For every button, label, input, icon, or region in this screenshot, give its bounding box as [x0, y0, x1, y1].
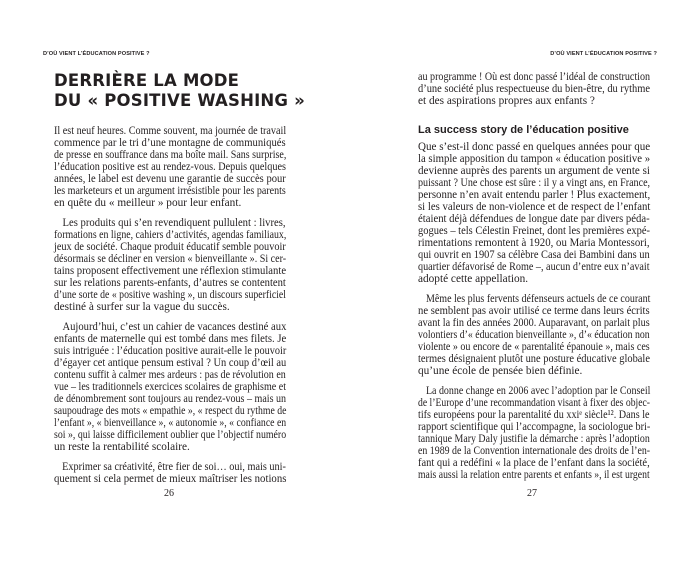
- chapter-title: [54, 71, 305, 111]
- paragraph: [418, 293, 650, 377]
- text-line: ne semblent pas avoir utilisé ce terme dans leurs écrits: [418, 305, 650, 317]
- text-line: d’égayer cet antique pensum estival ? Un coup d’œil au: [54, 357, 287, 369]
- text-line: violente » ou encore de « parentalité épanouie », mais ces: [418, 341, 650, 353]
- text-line: de l’Europe d’une recommandation visant à fixer des objec-: [418, 397, 651, 409]
- text-line: termes désignaient plutôt une posture éducative globale: [418, 353, 650, 365]
- text-line: Les produits qui s’en revendiquent pullulent : livres,: [62, 217, 286, 229]
- page-number: 26: [164, 488, 174, 499]
- text-line: enfants de maternelle qui est tombé dans mes filets. Je: [54, 333, 287, 345]
- text-line: d’une société plus respectueuse du bien-être, du rythme: [418, 83, 650, 95]
- text-line: quartier défavorisé de Rome –, aucun d’entre eux n’avait: [418, 261, 650, 273]
- text-line: rapport scientifique qui l’accompagne, la sociologue bri-: [418, 421, 651, 433]
- text-line: de dénombrement sont toujours au rendez-vous – mais un: [54, 393, 287, 405]
- text-line: la simple apposition du tampon « éducation positive »: [418, 153, 651, 165]
- running-head: D’OÙ VIENT L’ÉDUCATION POSITIVE ?: [43, 51, 150, 57]
- text-line: quement si cela permet de mieux maîtriser les notions: [54, 473, 287, 485]
- text-line: contenu suffit à calmer mes ardeurs : pas de révolution en: [54, 369, 286, 381]
- text-line: fant qui a redéfini « la place de l’enfant dans la société,: [418, 457, 650, 469]
- text-line: Aujourd’hui, c’est un cahier de vacances destiné aux: [62, 321, 287, 333]
- text-line: étaient déjà défendues de longue date par divers péda-: [418, 213, 650, 225]
- text-line: adopté cette appellation.: [418, 273, 529, 285]
- page-number: 27: [527, 488, 537, 499]
- text-line: années, le label est devenu une garantie de succès pour: [54, 173, 286, 185]
- text-line: un reste la rentabilité scolaire.: [54, 441, 190, 453]
- text-line: destiné à surfer sur la vague du succès.: [54, 301, 230, 313]
- text-line: rimentations remontent à 1920, ou Maria Montessori,: [418, 237, 650, 249]
- text-line: suis intriguée : l’éducation positive aurait-elle le pouvoir: [54, 345, 287, 357]
- text-line: Que s’est-il donc passé en quelques années pour que: [418, 141, 651, 153]
- text-line: vue – les traditionnels exercices scolaires de graphisme et: [54, 381, 286, 393]
- text-line: de presse en souffrance dans ma boîte mail. Sans surprise,: [54, 149, 287, 161]
- paragraph: [54, 217, 286, 313]
- text-line: et des aspirations propres aux enfants ?: [418, 95, 595, 107]
- body-text: [54, 125, 286, 493]
- text-line: personne n’en avait entendu parler ! Plus exactement,: [418, 189, 651, 201]
- text-line: Exprimer sa créativité, être fier de soi… oui, mais uni-: [62, 461, 286, 473]
- text-line: en 1989 de la Convention internationale des droits de l’en-: [418, 445, 651, 457]
- text-line: tifs européens pour la parentalité du xxiᵉ siècle¹². Dans le: [418, 409, 650, 421]
- text-line: formations en ligne, cahiers d’activités, agendas familiaux,: [54, 229, 287, 241]
- paragraphs-after: [418, 141, 650, 481]
- paragraph: [418, 385, 650, 481]
- text-line: au programme ! Où est donc passé l’idéal de construction: [418, 71, 651, 83]
- right-page: [350, 0, 700, 566]
- text-line: l’enfant », « bienveillance », « autonomie », « confiance en: [54, 417, 287, 429]
- text-line: tains proposent effectivement une réflexion stimulante: [54, 265, 287, 277]
- chapter-title-line: DERRIÈRE LA MODE: [54, 71, 240, 90]
- text-line: devienne auprès des parents un argument de vente si: [418, 165, 650, 177]
- running-head: D’OÙ VIENT L’ÉDUCATION POSITIVE ?: [550, 51, 657, 57]
- text-line: l’éducation positive est au rendez-vous. Depuis quelques: [54, 161, 286, 173]
- paragraph: [54, 461, 286, 485]
- text-line: si les valeurs de non-violence et de respect de l’enfant: [418, 201, 651, 213]
- text-line: en quête du « meilleur » pour leur enfant.: [54, 197, 242, 209]
- text-line: commence par le tri d’une montagne de communiqués: [54, 137, 286, 149]
- text-line: puissant ? Une chose est sûre : il y a vingt ans, en France,: [418, 177, 651, 189]
- paragraph: [418, 71, 650, 107]
- text-line: soi », qui laisse difficilement oublier que l’objectif numéro: [54, 429, 287, 441]
- text-line: avant la fin des années 2000. Auparavant, on parlait plus: [418, 317, 650, 329]
- text-line: les marketeurs et un argument irrésistible pour les parents: [54, 185, 286, 197]
- text-line: tannique Mary Daly justifie la démarche : après l’adoption: [418, 433, 650, 445]
- paragraph: [54, 321, 286, 453]
- text-line: La donne change en 2006 avec l’adoption par le Conseil: [425, 385, 651, 397]
- paragraphs-before: [418, 71, 650, 107]
- paragraph: [54, 125, 286, 209]
- text-line: jeux de société. Chaque produit éducatif semble pouvoir: [54, 241, 286, 253]
- section-subheading: La success story de l’éducation positive: [418, 124, 629, 136]
- text-line: qui ouvrit en 1907 sa célèbre Casa dei Bambini dans un: [418, 249, 650, 261]
- text-line: gogues – tels Célestin Freinet, dont les premières expé-: [418, 225, 651, 237]
- text-line: Il est neuf heures. Comme souvent, ma journée de travail: [54, 125, 287, 137]
- text-line: Même les plus fervents défenseurs actuels de ce courant: [425, 293, 651, 305]
- text-line: d’une sorte de « positive washing », un discours superficiel: [54, 289, 286, 301]
- body-text: [418, 71, 650, 489]
- text-line: volontiers d’« éducation bienveillante », d’« éducation non: [418, 329, 650, 341]
- text-line: qu’une école de pensée bien définie.: [418, 365, 583, 377]
- text-line: saupoudrage des mots « empathie », « respect du rythme de: [54, 405, 287, 417]
- chapter-title-line: DU « POSITIVE WASHING »: [54, 91, 305, 110]
- paragraph: [418, 141, 650, 285]
- text-line: sur les relations parents-enfants, d’autres se contentent: [54, 277, 286, 289]
- text-line: mais aussi la relation entre parents et enfants », il est urgent: [418, 469, 650, 481]
- text-line: désormais se décliner en version « bienveillante ». Si cer-: [54, 253, 287, 265]
